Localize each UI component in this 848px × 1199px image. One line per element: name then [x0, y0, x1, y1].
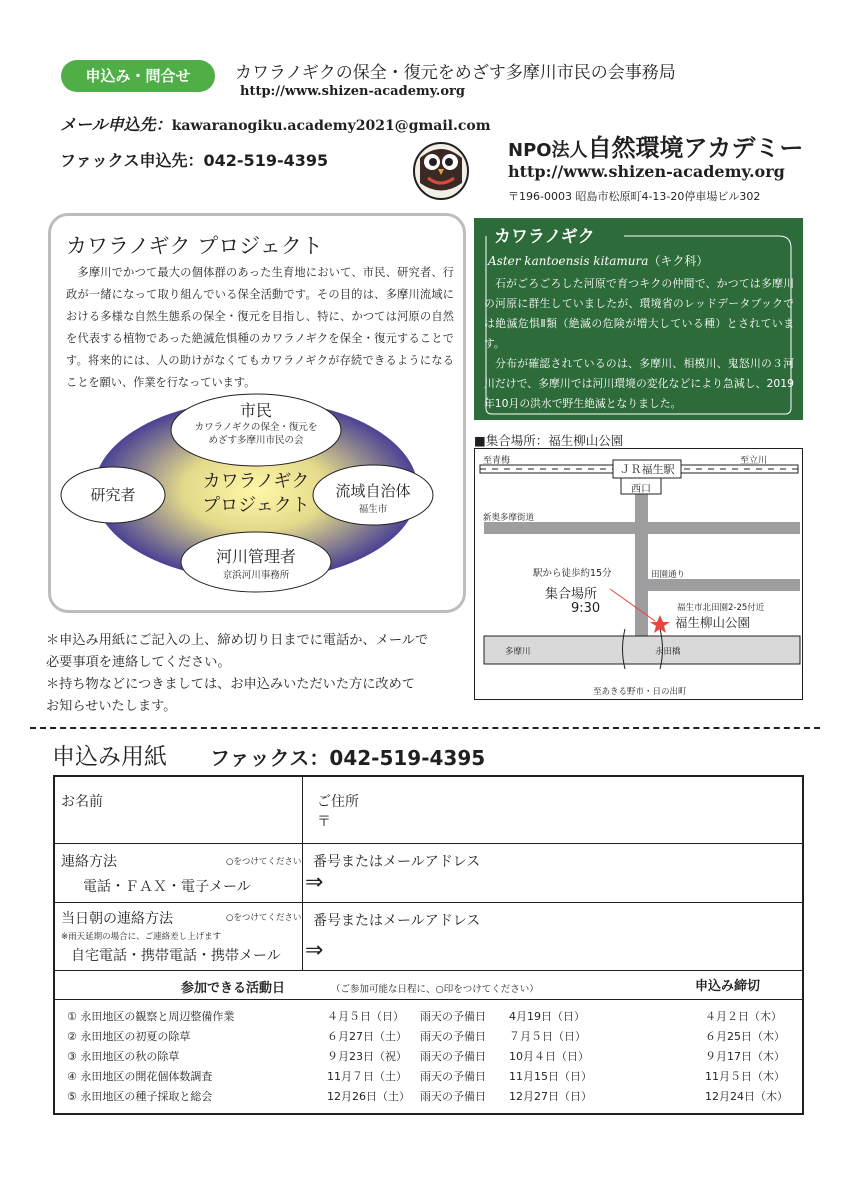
dayof-circle-note: ○をつけてください — [226, 913, 302, 923]
notes — [46, 630, 466, 718]
map-road-denen: 田園通り — [651, 570, 686, 580]
postal-mark: 〒 — [317, 814, 331, 830]
activity-row[interactable] — [55, 1087, 802, 1107]
species-description — [484, 274, 794, 414]
cut-line — [30, 727, 820, 729]
citizen-sub1: カワラノギクの保全・復元を — [194, 422, 318, 433]
map-to-south: 至あきる野市・日の出町 — [593, 687, 687, 697]
gov-sub: 福生市 — [358, 504, 388, 515]
activity-name: ④ 永田地区の開花個体数調査 — [67, 1070, 213, 1083]
map-meet-time: 9:30 — [571, 601, 601, 616]
address-label: ご住所 — [317, 794, 359, 810]
mail-label: メール申込先： — [60, 115, 172, 134]
activity-deadline: 12月24日（木） — [705, 1090, 788, 1103]
owl-logo-icon — [412, 138, 470, 200]
map-park-name: 福生柳山公園 — [675, 615, 751, 630]
note2-line2: お知らせいたします。 — [46, 699, 177, 714]
dayof-number-field[interactable] — [313, 910, 798, 966]
form-title: 申込み用紙 — [52, 744, 167, 770]
name-label: お名前 — [61, 794, 103, 810]
dayof-contact-label: 当日朝の連絡方法 — [61, 911, 173, 927]
contact-options[interactable]: 電話・ＦＡＸ・電子メール — [83, 879, 251, 895]
activity-deadline: ４月２日（木） — [705, 1010, 782, 1023]
project-description: 多摩川でかつて最大の個体群のあった生育地において、市民、研究者、行政が一緒になって取り組んでいる保全活動です。その目的は、多摩川流域における多様な自然生態系の保全・復元を目指し、特に、かつては河原の自然を代表する植物であった絶滅危惧種のカワラノギクを保全・復元することです。将来的には、人の助けがなくてもカワラノギクが存続できるようになることを願い、作業を行なっています。 — [66, 266, 454, 389]
contact-circle-note: ○をつけてください — [226, 857, 302, 867]
activity-row[interactable] — [55, 1027, 802, 1047]
river-manager-node — [181, 544, 331, 581]
activity-date: ４月５日（日） — [327, 1010, 404, 1023]
map-to-ome: 至青梅 — [483, 456, 511, 466]
dayof-arrow-icon: ⇒ — [305, 938, 324, 963]
form-row-line — [55, 970, 802, 971]
activity-date: ９月23日（祝） — [327, 1050, 407, 1063]
rain-label: 雨天の予備日 — [420, 1090, 486, 1103]
map-park-address: 福生市北田園2-25付近 — [677, 603, 765, 613]
activity-deadline: ９月17日（木） — [705, 1050, 785, 1063]
river-sub: 京浜河川事務所 — [222, 570, 290, 581]
npo-address: 〒196-0003 昭島市松原町4-13-20停車場ビル302 — [508, 190, 761, 203]
form-row-line — [55, 843, 802, 844]
activity-name: ① 永田地区の観察と周辺整備作業 — [67, 1010, 235, 1023]
rain-date: 4月19日（日） — [509, 1010, 585, 1023]
note1-line1: ＊申込み用紙にご記入の上、締め切り日までに電話か、メールで — [46, 633, 429, 648]
rain-date: 10月４日（日） — [509, 1050, 589, 1063]
activity-name: ③ 永田地区の秋の除草 — [67, 1050, 180, 1063]
activity-name: ② 永田地区の初夏の除草 — [67, 1030, 191, 1043]
npo-title: 自然環境アカデミー — [587, 134, 804, 162]
form-row-line — [55, 999, 802, 1000]
map-road-okutama: 新奥多摩街道 — [483, 513, 535, 523]
center-line1: カワラノギク — [202, 471, 310, 492]
researcher-node: 研究者 — [90, 486, 136, 504]
contact-number-field[interactable] — [313, 851, 798, 899]
citizen-sub2: めざす多摩川市民の会 — [208, 435, 304, 446]
form-row-line — [55, 902, 802, 903]
map-bridge: 永田橋 — [655, 647, 681, 657]
activity-row[interactable] — [55, 1067, 802, 1087]
contact-number-label: 番号またはメールアドレス — [313, 854, 481, 870]
org-url[interactable]: http://www.shizen-academy.org — [240, 84, 465, 99]
species-text2: 分布が確認されているのは、多摩川、相模川、鬼怒川の３河川だけで、多摩川では河川環境の変化などにより急減し、2019年10月の洪水で野生絶滅となりました。 — [484, 357, 794, 410]
species-title: カワラノギク — [494, 227, 595, 247]
org-name: カワラノギクの保全・復元をめざす多摩川市民の会事務局 — [235, 63, 676, 83]
rain-date: 12月27日（日） — [509, 1090, 592, 1103]
npo-name — [508, 128, 803, 163]
dayof-number-label: 番号またはメールアドレス — [313, 913, 481, 929]
rain-label: 雨天の予備日 — [420, 1050, 486, 1063]
activity-deadline: ６月25日（木） — [705, 1030, 785, 1043]
contact-badge: 申込み・問合せ — [61, 60, 215, 92]
map-to-tachikawa: 至立川 — [740, 456, 768, 466]
citizen-node — [171, 398, 341, 447]
contact-method-label: 連絡方法 — [61, 854, 117, 870]
activity-date: 11月７日（土） — [327, 1070, 407, 1083]
sci-name: Aster kantoensis kitamura — [488, 254, 649, 268]
rain-date: 11月15日（日） — [509, 1070, 592, 1083]
activity-row[interactable] — [55, 1047, 802, 1067]
mail-address[interactable]: kawaranogiku.academy2021@gmail.com — [171, 118, 491, 134]
form-divider — [302, 777, 303, 970]
mail-line — [60, 112, 491, 135]
dayof-rain-note: ※雨天延期の場合に、ご連絡差し上げます — [61, 932, 222, 942]
citizen-title: 市民 — [239, 401, 272, 420]
rain-label: 雨天の予備日 — [420, 1030, 486, 1043]
contact-arrow-icon: ⇒ — [305, 870, 324, 895]
species-scientific-name — [488, 252, 708, 269]
activity-date: 12月26日（土） — [327, 1090, 410, 1103]
form-fax: ファックス：042-519-4395 — [210, 746, 486, 770]
activity-name: ⑤ 永田地区の種子採取と総会 — [67, 1090, 213, 1103]
activity-row[interactable] — [55, 1007, 802, 1027]
rain-label: 雨天の予備日 — [420, 1010, 486, 1023]
stakeholder-diagram — [48, 390, 466, 600]
activity-date: ６月27日（土） — [327, 1030, 407, 1043]
npo-url[interactable]: http://www.shizen-academy.org — [508, 162, 785, 181]
map-river: 多摩川 — [505, 647, 531, 657]
map-station: ＪＲ福生駅 — [619, 463, 675, 476]
map-title: ■集合場所：福生柳山公園 — [474, 433, 624, 448]
note1-line2: 必要事項を連絡してください。 — [46, 655, 231, 670]
activities-note: （ご参加可能な日程に、○印をつけてください） — [331, 984, 539, 995]
name-address-field[interactable] — [317, 791, 797, 841]
activities-label: 参加できる活動日 — [181, 981, 286, 996]
center-node — [171, 470, 341, 518]
dayof-options[interactable]: 自宅電話・携帯電話・携帯メール — [71, 948, 281, 964]
npo-prefix: NPO法人 — [508, 140, 588, 161]
application-form — [53, 775, 804, 1115]
note2-line1: ＊持ち物などにつきましては、お申込みいただいた方に改めて — [46, 677, 415, 692]
map-west-exit: 西口 — [631, 484, 651, 495]
access-map — [474, 448, 803, 700]
rain-date: ７月５日（日） — [509, 1030, 586, 1043]
fax-line: ファックス申込先：042-519-4395 — [60, 151, 329, 170]
gov-title: 流域自治体 — [335, 482, 411, 500]
river-title: 河川管理者 — [215, 547, 296, 566]
activity-deadline: 11月５日（木） — [705, 1070, 785, 1083]
project-title: カワラノギク プロジェクト — [66, 234, 323, 258]
center-line2: プロジェクト — [202, 495, 310, 516]
map-walk-time: 駅から徒歩約15分 — [533, 568, 612, 579]
rain-label: 雨天の予備日 — [420, 1070, 486, 1083]
deadline-label: 申込み締切 — [695, 979, 761, 994]
species-text1: 石がごろごろした河原で育つキクの仲間で、かつては多摩川の河原に群生していましたが、環境省のレッドデータブックでは絶滅危惧Ⅱ類（絶滅の危険が増大している種）とされています。 — [484, 277, 794, 350]
map-meet-label: 集合場所 — [545, 587, 598, 602]
species-family: （キク科） — [648, 254, 709, 268]
